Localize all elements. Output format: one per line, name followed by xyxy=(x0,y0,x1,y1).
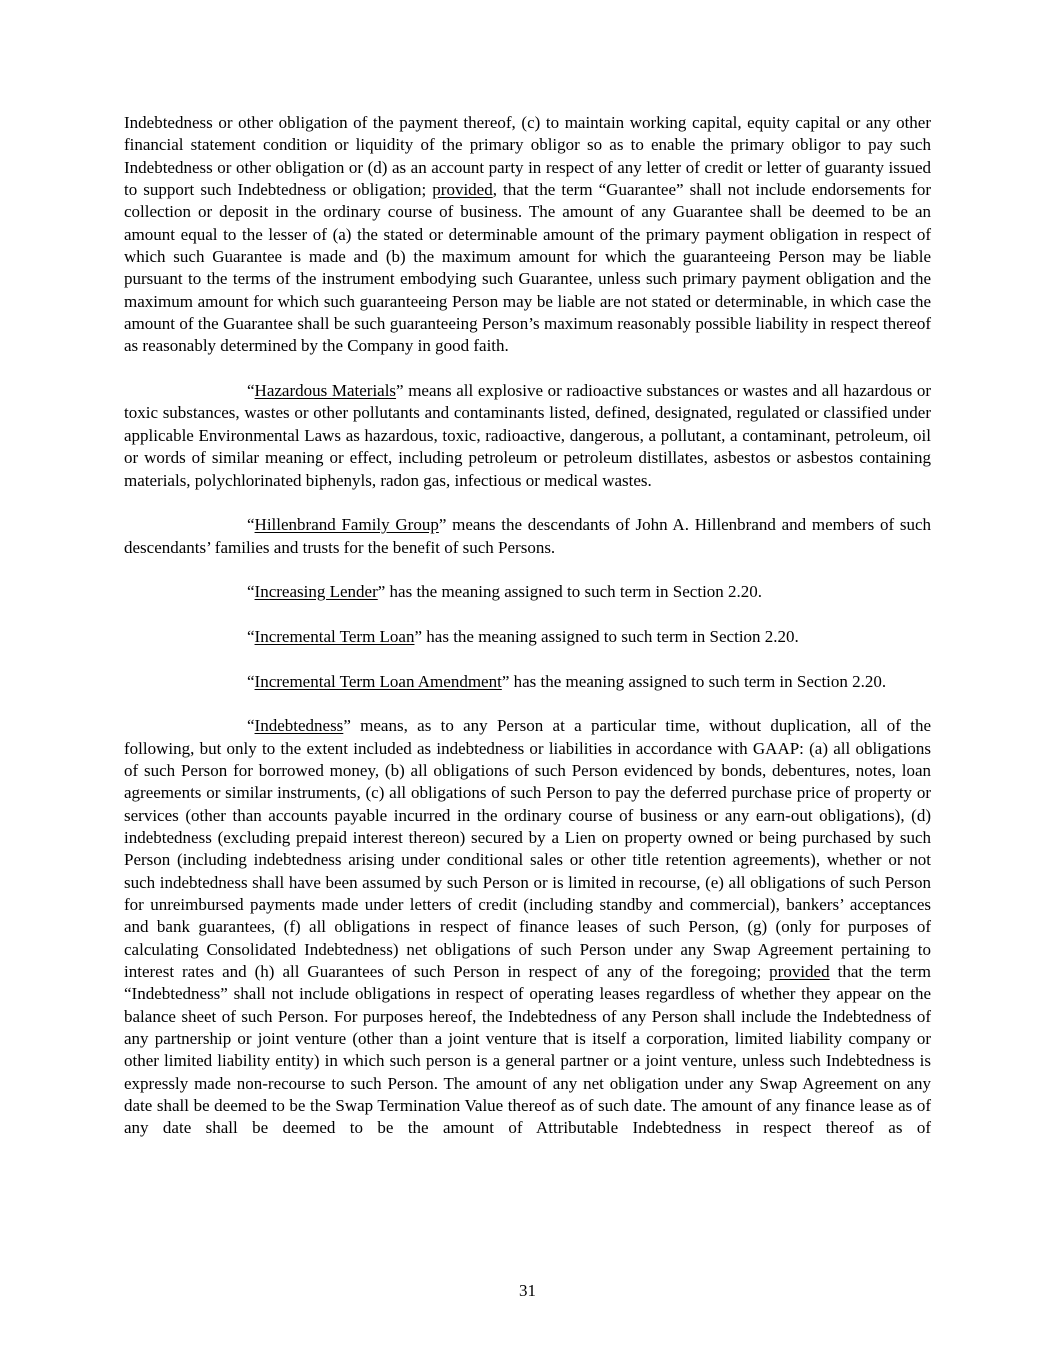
document-body xyxy=(124,112,931,1140)
paragraph xyxy=(124,715,931,1140)
text-run: “ xyxy=(247,582,255,602)
defined-term: Incremental Term Loan xyxy=(254,626,415,646)
paragraph xyxy=(124,514,931,559)
defined-term: Hillenbrand Family Group xyxy=(254,515,439,535)
text-run: “ xyxy=(247,515,255,535)
text-run: ” means the descendants of John A. Hillenbrand and members of such descendants’ families and trusts for the benefit of such Persons. xyxy=(124,515,931,557)
defined-term: Hazardous Materials xyxy=(254,381,397,401)
defined-term: provided xyxy=(432,180,493,200)
paragraph xyxy=(124,581,931,603)
paragraph xyxy=(124,112,931,358)
text-run: ” means, as to any Person at a particular time, without duplication, all of the following, but only to the extent included as indebtedness or liabilities in accordance with GAAP: (a) all obligations of such Person for borrowed money, (b) all obligations of such Person evidenced by bonds, debentures, notes, loan agreements or similar instruments, (c) all obligations of such Person to pay the deferred purchase price of property or services (other than accounts payable incurred in the ordinary course of business or any earn-out obligations), (d) indebtedness (excluding prepaid interest thereon) secured by a Lien on property owned or being purchased by such Person (including indebtedness arising under conditional sales or other title retention agreements), whether or not such indebtedness shall have been assumed by such Person or is limited in recourse, (e) all obligations of such Person for unreimbursed payments made under letters of credit (including standby and commercial), bankers’ acceptances and bank guarantees, (f) all obligations in respect of finance leases of such Person, (g) (only for purposes of calculating Consolidated Indebtedness) net obligations of such Person under any Swap Agreement pertaining to interest rates and (h) all Guarantees of such Person in respect of any of the foregoing; xyxy=(124,716,931,982)
paragraph xyxy=(124,626,931,648)
text-run: “ xyxy=(247,626,255,646)
defined-term: Increasing Lender xyxy=(254,582,378,602)
text-run: Indebtedness or other obligation of the payment thereof, (c) to maintain working capital, equity capital or any other financial statement condition or liquidity of the primary obligor so as to enable the primary obligor to pay such Indebtedness or other obligation or (d) as an account party in respect of any letter of credit or letter of guaranty issued to support such Indebtedness or obligation; xyxy=(124,113,931,200)
text-run: “ xyxy=(247,716,255,736)
text-run: that the term “Indebtedness” shall not include obligations in respect of operating leases regardless of whether they appear on the balance sheet of such Person. For purposes hereof, the Indebtedness of any Person shall include the Indebtedness of any partnership or joint venture (other than a joint venture that is itself a corporation, limited liability company or other limited liability entity) in which such person is a general partner or a joint venture, unless such Indebtedness is expressly made non-recourse to such Person. The amount of any net obligation under any Swap Agreement on any date shall be deemed to be the Swap Termination Value thereof as of such date. The amount of any finance lease as of any date shall be deemed to be the amount of Attributable Indebtedness in respect thereof as of xyxy=(124,962,931,1138)
text-run: ” has the meaning assigned to such term in Section 2.20. xyxy=(414,626,799,646)
text-run: “ xyxy=(247,381,255,401)
defined-term: Incremental Term Loan Amendment xyxy=(254,671,502,691)
defined-term: Indebtedness xyxy=(254,716,344,736)
page-number: 31 xyxy=(519,1281,536,1300)
text-run: , that the term “Guarantee” shall not include endorsements for collection or deposit in the ordinary course of business. The amount of any Guarantee shall be deemed to be an amount equal to the lesser of (a) the stated or determinable amount of the primary payment obligation in respect of which such Guarantee is made and (b) the maximum amount for which the guaranteeing Person may be liable pursuant to the terms of the instrument embodying such Guarantee, unless such primary payment obligation and the maximum amount for which such guaranteeing Person may be liable are not stated or determinable, in which case the amount of the Guarantee shall be such guaranteeing Person’s maximum reasonably possible liability in respect thereof as reasonably determined by the Company in good faith. xyxy=(124,180,931,356)
paragraph xyxy=(124,380,931,492)
defined-term: provided xyxy=(769,962,830,982)
paragraph xyxy=(124,671,931,693)
text-run: ” has the meaning assigned to such term in Section 2.20. xyxy=(377,582,763,602)
text-run: ” has the meaning assigned to such term in Section 2.20. xyxy=(501,671,887,691)
text-run: “ xyxy=(247,671,255,691)
text-run: ” means all explosive or radioactive substances or wastes and all hazardous or toxic substances, wastes or other pollutants and contaminants listed, defined, designated, regulated or classified under applicable Environmental Laws as hazardous, toxic, radioactive, dangerous, a pollutant, a contaminant, petroleum, oil or words of similar meaning or effect, including petroleum or petroleum distillates, asbestos or asbestos containing materials, polychlorinated biphenyls, radon gas, infectious or medical wastes. xyxy=(124,381,931,490)
